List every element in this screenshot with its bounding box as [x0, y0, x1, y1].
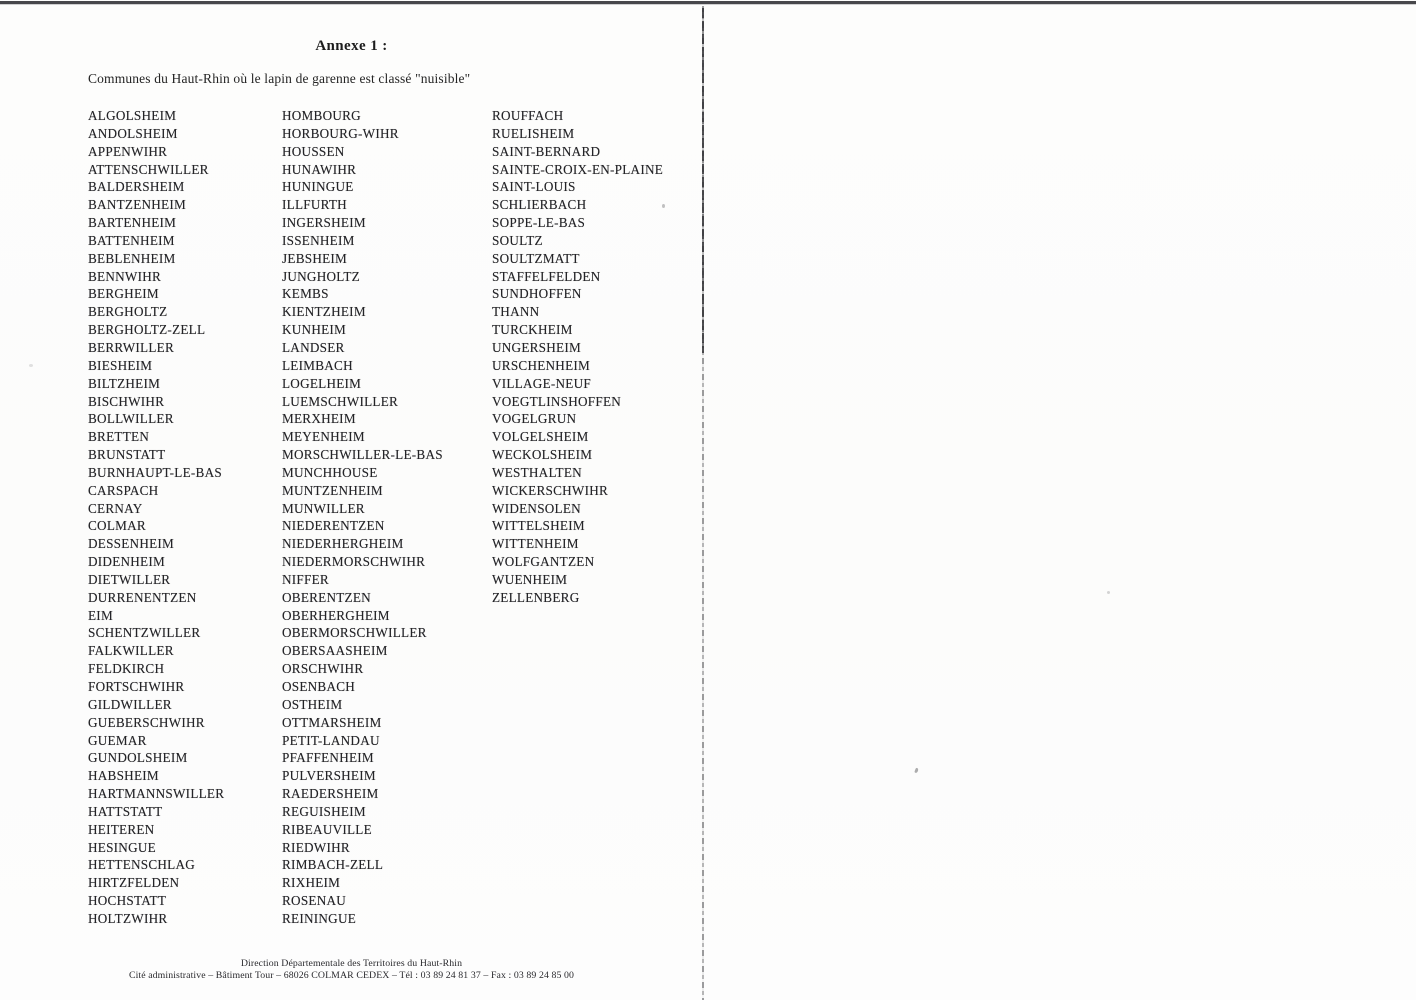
commune-name: DURRENENTZEN: [88, 589, 197, 605]
commune-name: PULVERSHEIM: [282, 768, 376, 784]
commune-name: ANDOLSHEIM: [88, 125, 178, 141]
commune-name: RIXHEIM: [282, 875, 341, 891]
commune-name: OBERENTZEN: [282, 589, 371, 605]
commune-name: BERGHOLTZ-ZELL: [88, 322, 206, 338]
commune-name: COLMAR: [88, 518, 146, 534]
commune-name: GUNDOLSHEIM: [88, 750, 188, 766]
commune-name: INGERSHEIM: [282, 215, 366, 231]
commune-name: HOCHSTATT: [88, 893, 167, 909]
commune-name: OBERMORSCHWILLER: [282, 625, 427, 641]
commune-name: DIETWILLER: [88, 571, 171, 587]
commune-name: JUNGHOLTZ: [282, 268, 360, 284]
commune-name: HOMBOURG: [282, 108, 361, 123]
commune-name: BEBLENHEIM: [88, 250, 176, 266]
commune-name: BIESHEIM: [88, 357, 153, 373]
commune-name: ZELLENBERG: [492, 589, 580, 605]
commune-name: FORTSCHWIHR: [88, 679, 185, 694]
document-footer: [0, 958, 703, 982]
commune-name: VOLGELSHEIM: [492, 429, 589, 445]
commune-name: ROUFFACH: [492, 108, 564, 123]
commune-name: HESINGUE: [88, 839, 156, 855]
commune-name: BERGHOLTZ: [88, 304, 168, 320]
commune-name: APPENWIHR: [88, 143, 168, 159]
commune-name: TURCKHEIM: [492, 322, 573, 338]
commune-name: NIEDERHERGHEIM: [282, 536, 404, 552]
commune-name: HOLTZWIHR: [88, 910, 168, 926]
commune-name: GUEMAR: [88, 732, 147, 748]
commune-name: RIEDWIHR: [282, 839, 350, 855]
commune-name: MORSCHWILLER-LE-BAS: [282, 447, 443, 463]
scan-speck: [662, 204, 665, 208]
commune-name: SOULTZ: [492, 232, 543, 248]
commune-name: NIEDERENTZEN: [282, 518, 385, 534]
commune-name: FALKWILLER: [88, 643, 174, 659]
commune-name: HATTSTATT: [88, 803, 163, 819]
commune-name: SCHENTZWILLER: [88, 625, 201, 641]
commune-name: OSENBACH: [282, 679, 356, 694]
commune-name: DESSENHEIM: [88, 536, 175, 552]
commune-name: SOPPE-LE-BAS: [492, 215, 586, 231]
commune-name: RIMBACH-ZELL: [282, 857, 384, 873]
commune-name: BOLLWILLER: [88, 411, 174, 427]
commune-name: LANDSER: [282, 339, 345, 355]
commune-name: HUNAWIHR: [282, 161, 357, 177]
commune-name: REININGUE: [282, 910, 357, 926]
commune-name: WOLFGANTZEN: [492, 554, 595, 570]
commune-name: VOEGTLINSHOFFEN: [492, 393, 622, 409]
commune-name: KUNHEIM: [282, 322, 347, 338]
commune-name: WITTENHEIM: [492, 536, 579, 552]
commune-name: WECKOLSHEIM: [492, 447, 593, 463]
commune-name: BURNHAUPT-LE-BAS: [88, 464, 222, 480]
commune-column-3: [492, 107, 663, 607]
commune-name: MUNWILLER: [282, 500, 365, 516]
commune-name: WICKERSCHWIHR: [492, 482, 609, 498]
commune-name: REGUISHEIM: [282, 803, 366, 819]
scan-speck: [914, 768, 919, 774]
commune-name: VILLAGE-NEUF: [492, 375, 591, 391]
page-subtitle: Communes du Haut-Rhin où le lapin de garenne est classé "nuisible": [88, 71, 471, 86]
footer-line-2: Cité administrative – Bâtiment Tour – 68026 COLMAR CEDEX – Tél : 03 89 24 81 37 – Fax : 03 89 24 85 00: [128, 970, 575, 982]
commune-name: VOGELGRUN: [492, 411, 577, 427]
commune-name: GILDWILLER: [88, 696, 172, 712]
commune-column-2: [282, 107, 443, 928]
commune-name: JEBSHEIM: [282, 250, 348, 266]
commune-name: HEITEREN: [88, 821, 155, 837]
commune-name: LUEMSCHWILLER: [282, 393, 399, 409]
commune-name: BERRWILLER: [88, 339, 175, 355]
commune-name: BANTZENHEIM: [88, 197, 186, 213]
commune-name: HOUSSEN: [282, 143, 345, 159]
commune-name: HETTENSCHLAG: [88, 857, 196, 873]
commune-name: CARSPACH: [88, 482, 159, 498]
commune-name: PFAFFENHEIM: [282, 750, 374, 766]
footer-line-1: Direction Départementale des Territoires du Haut-Rhin: [240, 958, 463, 969]
commune-column-1: [88, 107, 224, 928]
commune-name: MERXHEIM: [282, 411, 356, 427]
commune-name: BRUNSTATT: [88, 447, 166, 463]
commune-name: MEYENHEIM: [282, 429, 365, 445]
commune-name: URSCHENHEIM: [492, 357, 590, 373]
commune-name: NIFFER: [282, 571, 329, 587]
commune-name: MUNCHHOUSE: [282, 464, 378, 480]
commune-name: BARTENHEIM: [88, 215, 177, 231]
commune-name: BISCHWIHR: [88, 393, 165, 409]
commune-name: ILLFURTH: [282, 197, 347, 213]
commune-name: BILTZHEIM: [88, 375, 161, 391]
commune-name: WIDENSOLEN: [492, 500, 581, 516]
commune-name: GUEBERSCHWIHR: [88, 714, 205, 730]
page-title: Annexe 1 :: [315, 38, 388, 54]
commune-name: BRETTEN: [88, 429, 150, 445]
commune-name: HABSHEIM: [88, 768, 159, 784]
commune-name: LEIMBACH: [282, 357, 353, 373]
commune-name: SAINTE-CROIX-EN-PLAINE: [492, 161, 664, 177]
commune-name: DIDENHEIM: [88, 554, 165, 570]
commune-name: ALGOLSHEIM: [88, 108, 177, 123]
commune-name: SAINT-LOUIS: [492, 179, 576, 195]
commune-name: THANN: [492, 304, 540, 320]
commune-name: KEMBS: [282, 286, 329, 302]
commune-name: RIBEAUVILLE: [282, 821, 372, 837]
document-page: [0, 0, 703, 1000]
commune-name: FELDKIRCH: [88, 661, 165, 677]
commune-name: SOULTZMATT: [492, 250, 580, 266]
commune-name: ATTENSCHWILLER: [88, 161, 209, 177]
scan-speck: [29, 364, 33, 367]
commune-name: BERGHEIM: [88, 286, 159, 302]
commune-name: OBERSAASHEIM: [282, 643, 388, 659]
commune-name: WITTELSHEIM: [492, 518, 585, 534]
commune-name: MUNTZENHEIM: [282, 482, 383, 498]
commune-name: PETIT-LANDAU: [282, 732, 380, 748]
commune-name: ISSENHEIM: [282, 232, 355, 248]
commune-name: OBERHERGHEIM: [282, 607, 390, 623]
commune-name: SUNDHOFFEN: [492, 286, 582, 302]
commune-name: HORBOURG-WIHR: [282, 125, 399, 141]
commune-name: OTTMARSHEIM: [282, 714, 382, 730]
commune-name: KIENTZHEIM: [282, 304, 366, 320]
commune-name: SCHLIERBACH: [492, 197, 587, 213]
commune-name: WUENHEIM: [492, 571, 568, 587]
commune-name: NIEDERMORSCHWIHR: [282, 554, 426, 570]
commune-name: UNGERSHEIM: [492, 339, 581, 355]
commune-name: HARTMANNSWILLER: [88, 786, 225, 802]
commune-name: HUNINGUE: [282, 179, 354, 195]
commune-name: CERNAY: [88, 500, 143, 516]
commune-name: EIM: [88, 607, 113, 623]
commune-name: BATTENHEIM: [88, 232, 175, 248]
scan-speck: [1107, 591, 1110, 594]
commune-name: BENNWIHR: [88, 268, 162, 284]
commune-name: RUELISHEIM: [492, 125, 575, 141]
commune-name: ROSENAU: [282, 893, 347, 909]
commune-name: BALDERSHEIM: [88, 179, 185, 195]
commune-name: WESTHALTEN: [492, 464, 582, 480]
commune-name: SAINT-BERNARD: [492, 143, 601, 159]
commune-name: LOGELHEIM: [282, 375, 362, 391]
commune-name: OSTHEIM: [282, 696, 343, 712]
commune-name: STAFFELFELDEN: [492, 268, 601, 284]
commune-name: RAEDERSHEIM: [282, 786, 379, 802]
commune-name: ORSCHWIHR: [282, 661, 364, 677]
commune-name: HIRTZFELDEN: [88, 875, 180, 891]
